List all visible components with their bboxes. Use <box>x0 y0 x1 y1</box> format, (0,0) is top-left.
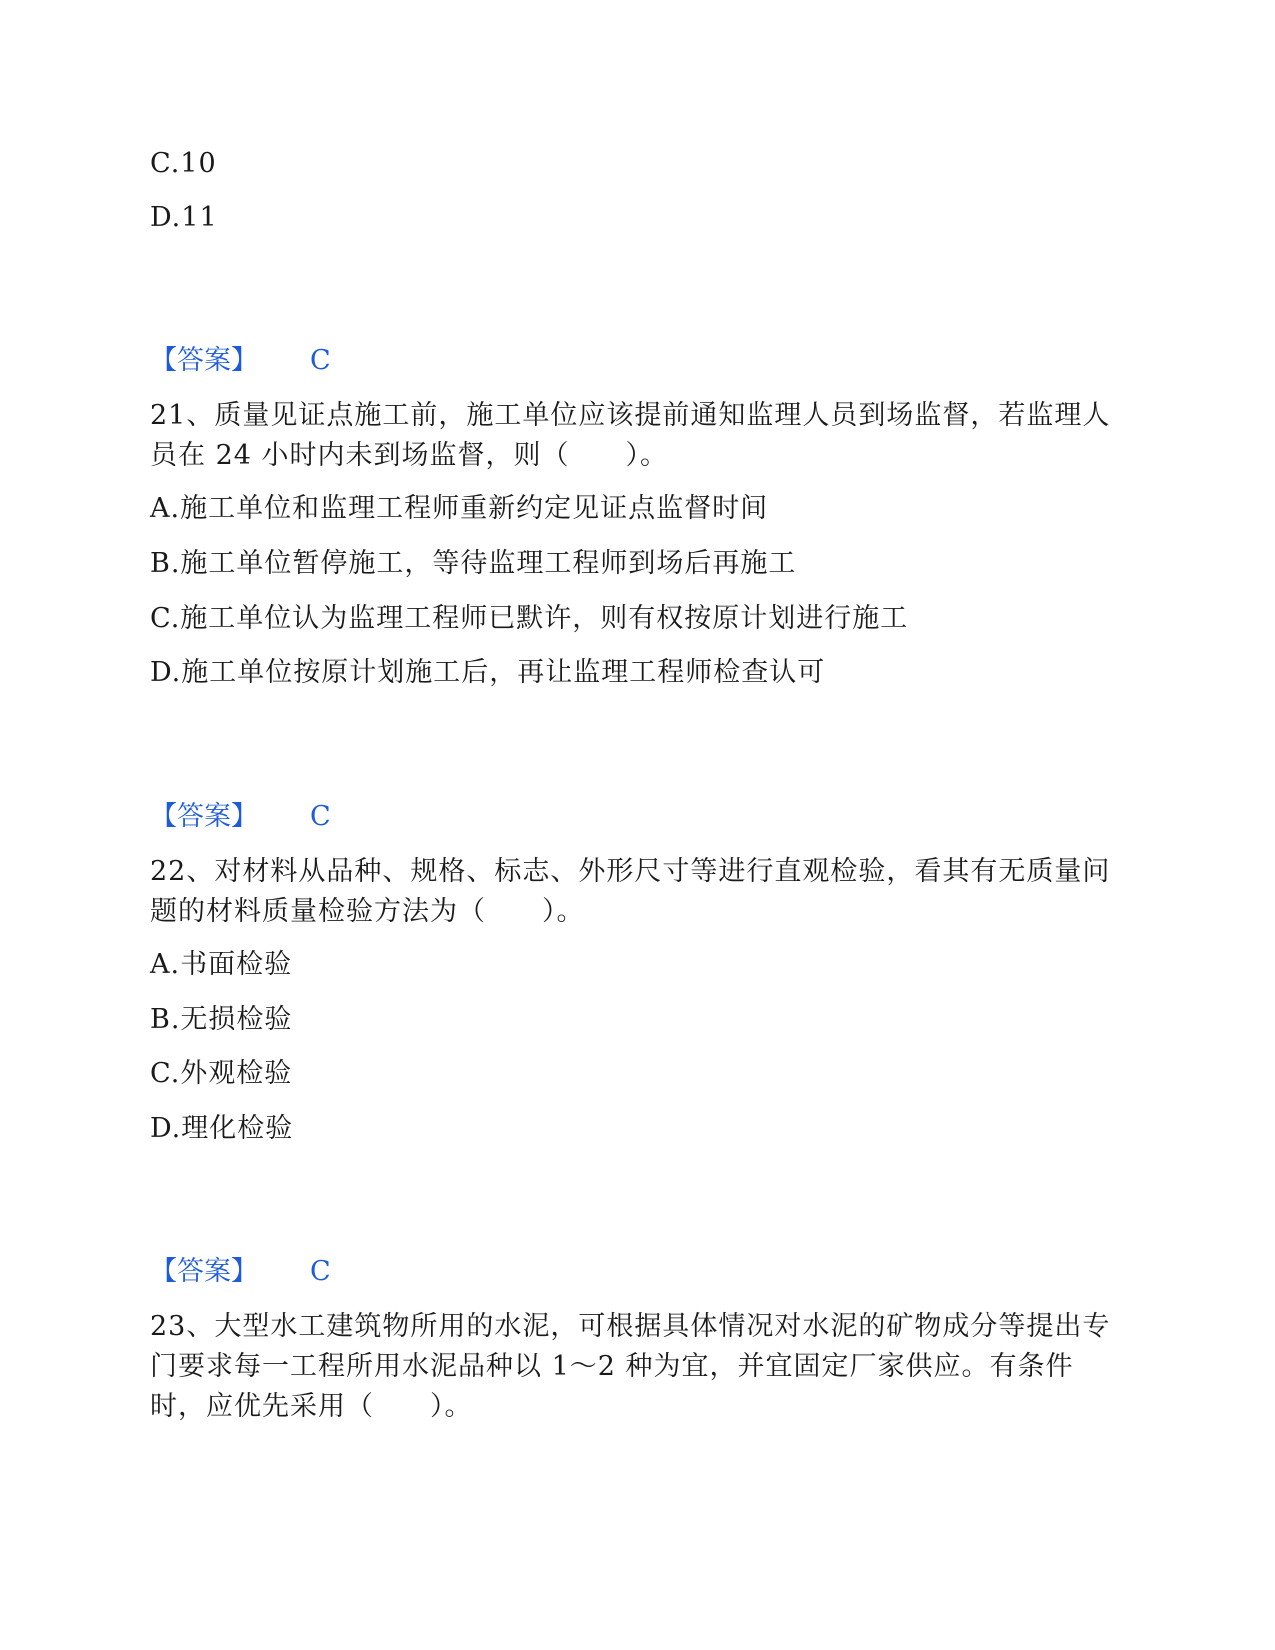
q20-option-d: D.11 <box>150 202 218 233</box>
q22-option-c: C.外观检验 <box>150 1058 293 1089</box>
answer-label: 【答案】 <box>150 345 258 376</box>
answer-label: 【答案】 <box>150 1256 258 1287</box>
answer-value: C <box>310 1256 331 1287</box>
q21-option-b: B.施工单位暂停施工，等待监理工程师到场后再施工 <box>150 548 797 579</box>
q22-stem: 22、对材料从品种、规格、标志、外形尺寸等进行直观检验，看其有无质量问题的材料质量检验方法为（ ）。 <box>150 856 1111 927</box>
q21-option-c: C.施工单位认为监理工程师已默许，则有权按原计划进行施工 <box>150 603 909 634</box>
answer-value: C <box>310 345 331 376</box>
q23-stem: 23、大型水工建筑物所用的水泥，可根据具体情况对水泥的矿物成分等提出专门要求每一工程所用水泥品种以 1～2 种为宜，并宜固定厂家供应。有条件时，应优先采用（ ）。 <box>150 1311 1111 1422</box>
q22-option-b: B.无损检验 <box>150 1004 293 1035</box>
answer-20 <box>150 343 331 379</box>
answer-label: 【答案】 <box>150 801 258 832</box>
q22-option-a: A.书面检验 <box>150 949 293 980</box>
q20-option-c: C.10 <box>150 148 217 179</box>
q22-option-d: D.理化检验 <box>150 1113 294 1144</box>
q21-option-d: D.施工单位按原计划施工后，再让监理工程师检查认可 <box>150 657 826 688</box>
q21-stem: 21、质量见证点施工前，施工单位应该提前通知监理人员到场监督，若监理人员在 24 小时内未到场监督，则（ ）。 <box>150 400 1111 471</box>
answer-21 <box>150 799 331 835</box>
answer-value: C <box>310 801 331 832</box>
q21-option-a: A.施工单位和监理工程师重新约定见证点监督时间 <box>150 493 769 524</box>
answer-22 <box>150 1254 331 1290</box>
